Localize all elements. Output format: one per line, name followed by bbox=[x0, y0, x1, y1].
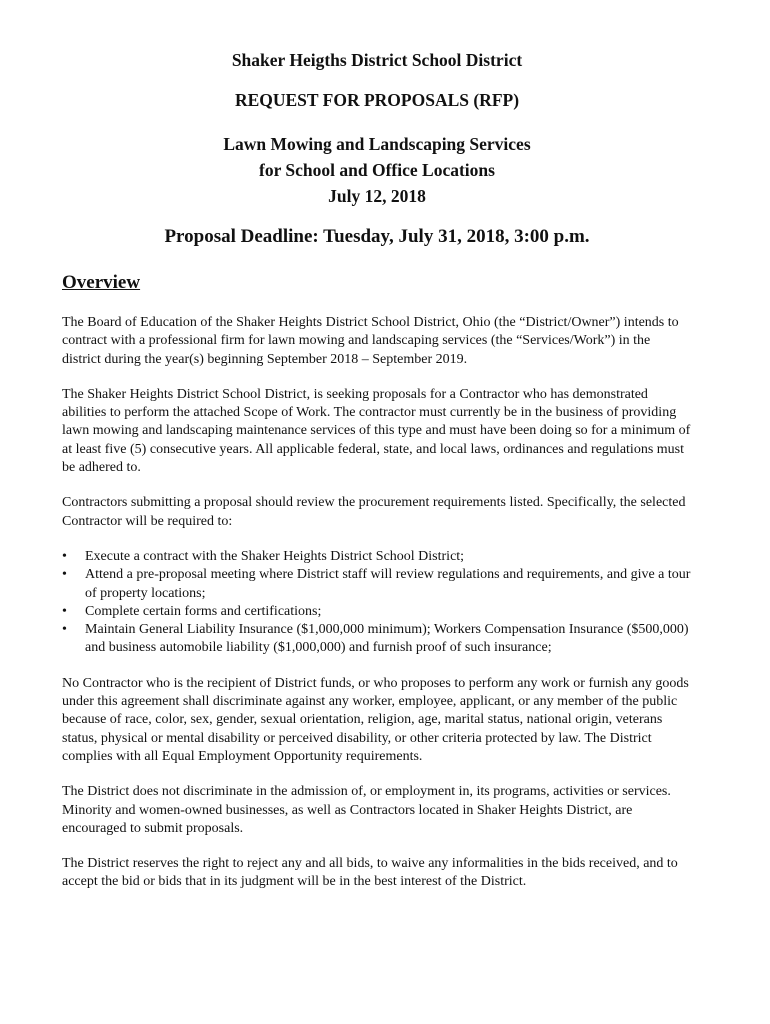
overview-heading: Overview bbox=[62, 272, 141, 293]
list-item-text: Execute a contract with the Shaker Heights District School District; bbox=[85, 548, 465, 564]
list-item bbox=[62, 548, 692, 566]
bullet-icon: • bbox=[62, 622, 67, 638]
list-item-text: Complete certain forms and certifications; bbox=[85, 603, 322, 619]
document-subject bbox=[62, 131, 692, 209]
overview-paragraph-1: The Board of Education of the Shaker Heights District School District, Ohio (the “District/Owner”) intends to contract with a professional firm for lawn mowing and landscaping services (the “Services/Work”) in the district during the year(s) beginning September 2018 – September 2019. bbox=[62, 315, 679, 367]
bullet-icon: • bbox=[62, 567, 67, 583]
list-item-text: Attend a pre-proposal meeting where District staff will review regulations and requirements, and give a tour of property locations; bbox=[85, 567, 691, 601]
overview-paragraph-3: Contractors submitting a proposal should review the procurement requirements listed. Specifically, the selected Contractor will be required to: bbox=[62, 495, 686, 529]
list-item bbox=[62, 603, 692, 621]
bullet-icon: • bbox=[62, 603, 67, 619]
proposal-deadline: Proposal Deadline: Tuesday, July 31, 2018, 3:00 p.m. bbox=[164, 226, 590, 247]
subject-line-1: Lawn Mowing and Landscaping Services bbox=[223, 134, 531, 154]
overview-paragraph-5: The District does not discriminate in the admission of, or employment in, its programs, activities or services. Minority and women-owned businesses, as well as Contractors located in Shaker Heights District, are encouraged to submit proposals. bbox=[62, 784, 671, 836]
bullet-icon: • bbox=[62, 548, 67, 564]
subject-line-2: for School and Office Locations bbox=[259, 160, 495, 180]
list-item-text: Maintain General Liability Insurance ($1,000,000 minimum); Workers Compensation Insurance ($500,000) and business automobile liability ($1,000,000) and furnish proof of such insurance; bbox=[85, 622, 689, 656]
document-date: July 12, 2018 bbox=[328, 186, 426, 206]
overview-paragraph-6: The District reserves the right to reject any and all bids, to waive any informalities in the bids received, and to accept the bid or bids that in its judgment will be in the best interest of the District. bbox=[62, 856, 678, 890]
list-item bbox=[62, 566, 692, 603]
requirements-list bbox=[62, 548, 692, 658]
overview-paragraph-4: No Contractor who is the recipient of District funds, or who proposes to perform any work or furnish any goods under this agreement shall discriminate against any worker, employee, applicant, or any member of the public because of race, color, sex, gender, sexual orientation, religion, age, marital status, national origin, veterans status, physical or mental disability or perceived disability, or other criteria protected by law. The District complies with all Equal Employment Opportunity requirements. bbox=[62, 675, 689, 764]
overview-paragraph-2: The Shaker Heights District School District, is seeking proposals for a Contractor who has demonstrated abilities to perform the attached Scope of Work. The contractor must currently be in the business of providing lawn mowing and landscaping maintenance services of this type and must have been doing so for a minimum of at least five (5) consecutive years. All applicable federal, state, and local laws, ordinances and regulations must be adhered to. bbox=[62, 386, 691, 476]
document-type: REQUEST FOR PROPOSALS (RFP) bbox=[234, 90, 520, 110]
document-header bbox=[62, 50, 692, 249]
district-name: Shaker Heigths District School District bbox=[231, 50, 523, 70]
list-item bbox=[62, 621, 692, 658]
